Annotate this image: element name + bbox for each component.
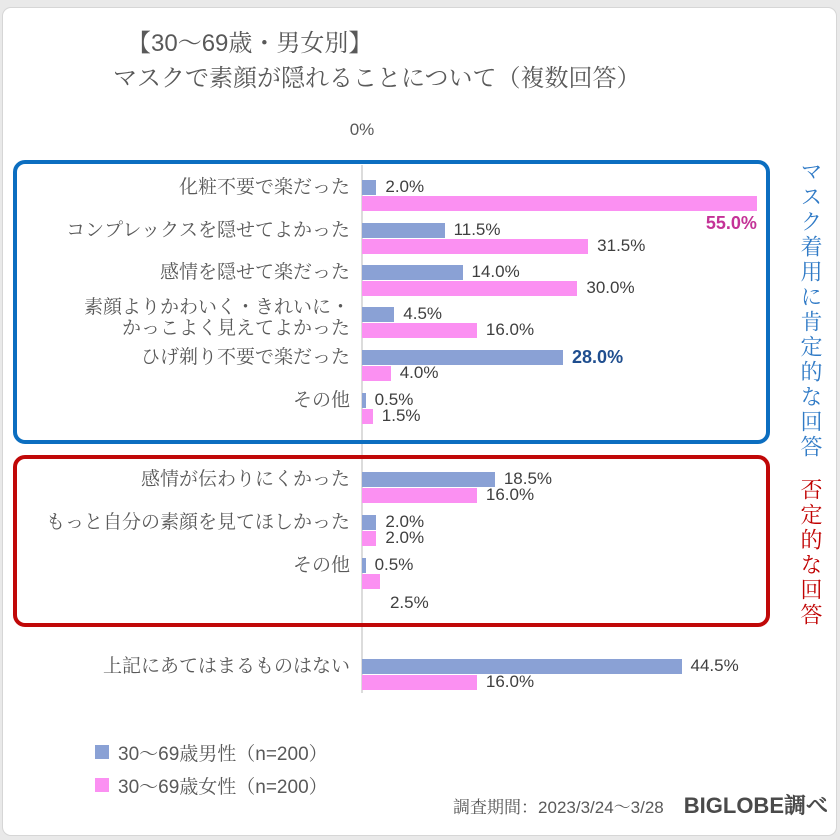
category-label-line: 上記にあてはまるものはない [102, 656, 350, 677]
female-value-label: 30.0% [586, 277, 635, 297]
category-label-line: 感情が伝わりにくかった [140, 469, 350, 490]
male-bar [362, 265, 463, 280]
footer [453, 789, 828, 820]
category-label [0, 167, 350, 208]
male-bar [362, 393, 366, 408]
legend-male-label: 30〜69歳男性（n=200） [118, 743, 328, 765]
category-label-line: コンプレックスを隠せてよかった [66, 220, 350, 241]
category-label [0, 459, 350, 500]
male-value-label: 2.0% [385, 512, 425, 531]
female-value-label: 4.0% [399, 362, 439, 382]
category-label-line: 感情を隠せて楽だった [159, 262, 350, 283]
category-label-line: 化粧不要で楽だった [178, 177, 350, 198]
female-value-label: 16.0% [485, 671, 535, 691]
category-label-line: その他 [292, 390, 350, 411]
category-label [0, 337, 350, 378]
male-value-label: 28.0% [572, 347, 624, 367]
female-bar [362, 323, 477, 338]
legend-female-label: 30〜69歳女性（n=200） [118, 776, 328, 798]
legend-male-swatch [95, 745, 109, 759]
male-value-label: 14.0% [471, 262, 520, 281]
negative-side-label: 否定的な回答 [798, 478, 823, 628]
category-label-line: ひげ剃り不要で楽だった [140, 347, 350, 368]
female-bar [362, 366, 391, 381]
male-value-label: 0.5% [374, 390, 414, 409]
category-label [0, 297, 350, 338]
male-value-label: 2.0% [385, 177, 425, 196]
female-value-label: 16.0% [485, 319, 535, 339]
category-label-line: 素顔よりかわいく・きれいに・ [83, 296, 350, 318]
survey-period-text: 調査期間：2023/3/24〜3/28 [453, 798, 664, 817]
male-bar [362, 307, 394, 322]
female-value-label: 16.0% [485, 484, 535, 504]
category-label-line: その他 [292, 555, 350, 576]
chart-title-line2: マスクで素顔が隠れることについて（複数回答） [113, 65, 641, 92]
male-bar [362, 180, 376, 195]
axis-zero-label: 0% [349, 120, 375, 139]
female-bar [362, 488, 477, 503]
positive-side-label: マスク着用に肯定的な回答 [798, 160, 823, 460]
source-credit-text: BIGLOBE調べ [683, 793, 828, 818]
category-label [0, 380, 350, 421]
category-label [0, 646, 350, 687]
female-bar [362, 239, 588, 254]
male-value-label: 11.5% [453, 220, 501, 239]
category-label [0, 545, 350, 586]
male-value-label: 0.5% [374, 555, 414, 574]
male-bar [362, 558, 366, 573]
male-value-label: 44.5% [690, 656, 739, 675]
male-bar [362, 350, 563, 365]
female-bar [362, 409, 373, 424]
male-value-label: 4.5% [403, 304, 443, 323]
female-value-label: 55.0% [705, 212, 757, 233]
female-bar [362, 196, 757, 211]
legend [95, 742, 328, 798]
legend-item-male [95, 742, 328, 765]
category-label [0, 252, 350, 293]
category-label-line: もっと自分の素顔を見てほしかった [45, 512, 350, 533]
male-bar [362, 223, 445, 238]
category-label [0, 502, 350, 543]
female-value-label: 2.0% [385, 527, 425, 547]
male-bar [362, 472, 495, 487]
legend-female-swatch [95, 778, 109, 792]
female-value-label: 1.5% [381, 405, 421, 425]
female-bar [362, 531, 376, 546]
male-bar [362, 515, 376, 530]
female-value-label: 2.5% [389, 592, 429, 612]
legend-item-female [95, 775, 328, 798]
female-bar [362, 281, 577, 296]
female-bar [362, 675, 477, 690]
category-label-line: かっこよく見えてよかった [121, 317, 350, 339]
female-value-label: 31.5% [597, 235, 646, 255]
male-value-label: 18.5% [503, 469, 553, 488]
category-label [0, 210, 350, 251]
female-bar [362, 574, 380, 589]
chart-title-line1: 【30〜69歳・男女別】 [127, 30, 373, 57]
